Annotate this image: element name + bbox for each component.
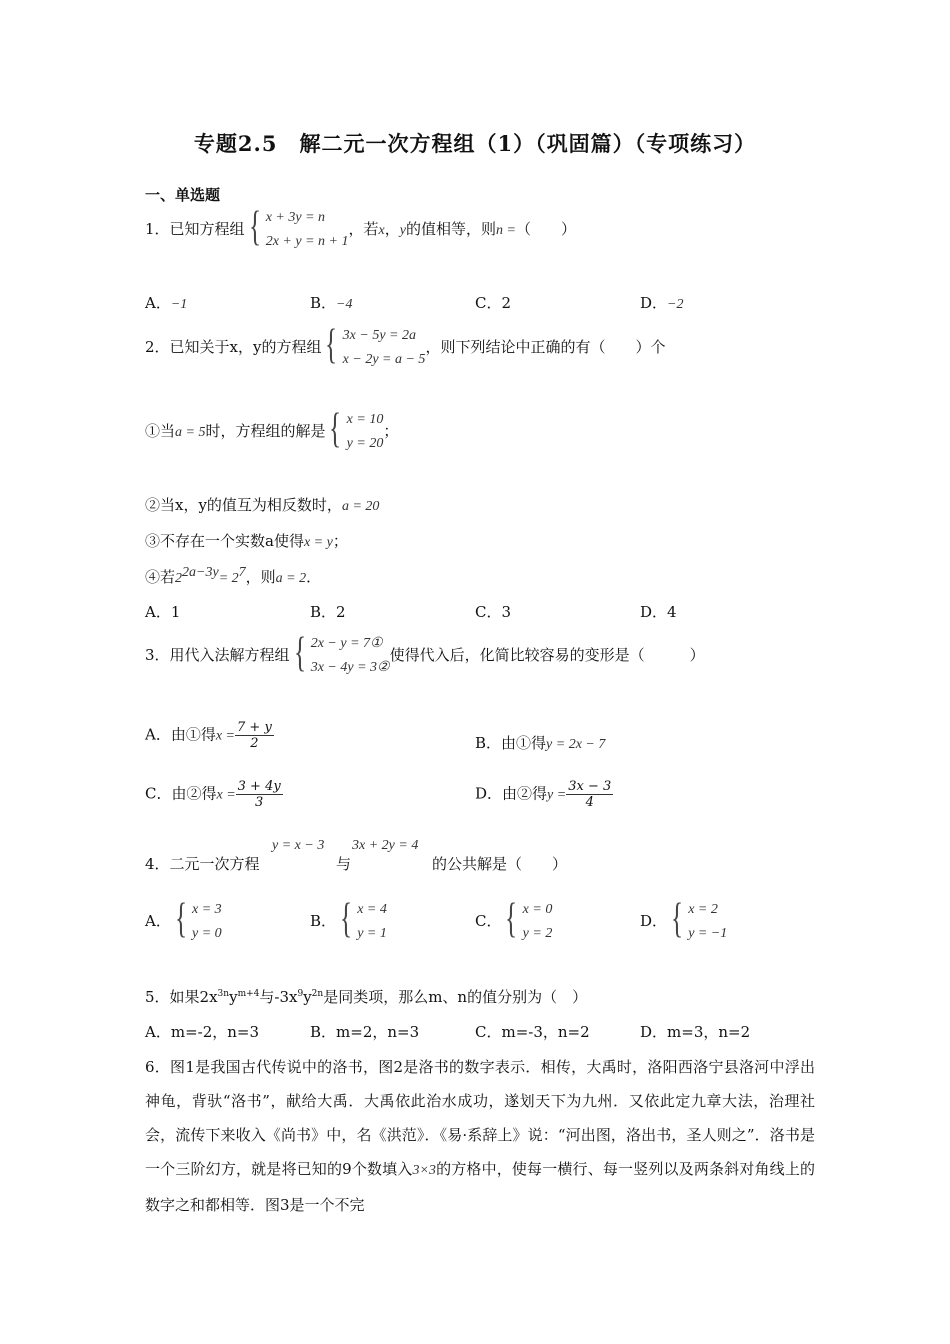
q1-x: x <box>378 223 385 238</box>
q2-statement-1: ①当a = 5时，方程组的解是 { x = 10 y = 20 ； <box>145 406 399 452</box>
question-1 <box>145 206 576 254</box>
q4-option-d: D． { x = 2 y = −1 <box>640 896 728 942</box>
q3-option-a: A．由①得x = $\frac{7 + y}{2}$ <box>145 720 272 751</box>
q2-option-a: A．1 <box>145 603 181 621</box>
question-4-prefix: 4．二元一次方程 <box>145 855 260 873</box>
q2-option-d: D．4 <box>640 603 677 621</box>
q1-option-c: C．2 <box>475 294 512 312</box>
q1-prefix: 1．已知方程组 <box>145 220 245 238</box>
q5-option-d: D．m=3，n=2 <box>640 1023 751 1041</box>
q3-option-d: D．由②得y = $\frac{3x - 3}{4}$ <box>475 779 612 810</box>
q1-y: y <box>399 223 406 238</box>
question-5: 5．如果$2x^{3n}y^{m+4}$与$-3x^9y^{2n}$是同类项，那么m、n的值分别为（ ） <box>145 988 588 1006</box>
q2-option-b: B．2 <box>310 603 346 621</box>
q4-suffix: 的公共解是（ ） <box>432 855 568 873</box>
q1-eq2: 2x + y = n + 1 <box>265 234 349 249</box>
q2-option-c: C．3 <box>475 603 512 621</box>
q2-eq1: 3x − 5y = 2a <box>342 328 416 343</box>
q1-eq1: x + 3y = n <box>265 210 326 225</box>
page-title: 专题2.5 解二元一次方程组（1）（巩固篇）（专项练习） <box>193 131 757 156</box>
q4-option-a: A． { x = 3 y = 0 <box>145 896 222 942</box>
question-3: 3．用代入法解方程组 { 2x − y = 7① 3x − 4y = 3② 使得代入后，化简比较容易的变形是（ ） <box>145 632 705 680</box>
q1-mid: ，若 <box>348 220 379 238</box>
q4-mid: 与 <box>336 855 352 873</box>
q5-option-c: C．m=-3，n=2 <box>475 1023 590 1041</box>
q3-option-b: B．由①得y = 2x − 7 <box>475 734 606 752</box>
q2-system: { 3x − 5y = 2a x − 2y = a − 5 <box>321 324 425 372</box>
q4-option-b: B． { x = 4 y = 1 <box>310 896 387 942</box>
q1-n: n = <box>495 223 516 238</box>
question-6: 6．图1是我国古代传说中的洛书，图2是洛书的数字表示．相传，大禹时，洛阳西洛宁县洛河中浮出神龟，背驮“洛书”，献给大禹．大禹依此治水成功，遂划天下为九州．又依此定九章大法，治理社会，流传下来收入《尚书》中，名《洪范》．《易·系辞上》说：“河出图，洛出书，圣人则之”．洛书是一个三阶幻方，就是将已知的9个数填入3×3的方格中，使每一横行、每一竖列以及两条斜对角线上的数字之和都相等．图3是一个不完 <box>145 1058 815 1214</box>
q3-eq2: 3x − 4y = 3② <box>310 660 390 675</box>
q2-suffix: ，则下列结论中正确的有（ ）个 <box>425 338 666 356</box>
q1-option-b: B．−4 <box>310 294 353 312</box>
q1-system: { x + 3y = n 2x + y = n + 1 <box>245 206 349 254</box>
q1-blank: （ ） <box>515 220 576 238</box>
q2-statement-3: ③不存在一个实数a使得x = y； <box>145 532 348 550</box>
q4-eq2: 3x + 2y = 4 <box>352 838 419 853</box>
q1-sep: ， <box>384 220 400 238</box>
q4-eq1: y = x − 3 <box>272 838 325 853</box>
q3-eq1: 2x − y = 7① <box>310 636 383 651</box>
q2-prefix: 2．已知关于x，y的方程组 <box>145 338 322 356</box>
q4-option-c: C． { x = 0 y = 2 <box>475 896 553 942</box>
q1-option-a: A．−1 <box>145 294 188 312</box>
section-heading: 一、单选题 <box>145 186 221 204</box>
q1-option-d: D．−2 <box>640 294 684 312</box>
q2-statement-4: ④若$2^{2a-3y}= 2^7$，则a = 2． <box>145 565 322 586</box>
q5-option-a: A．m=-2，n=3 <box>145 1023 260 1041</box>
q3-option-c: C．由②得x = $\frac{3 + 4y}{3}$ <box>145 779 281 810</box>
q1-mid2: 的值相等，则 <box>405 220 496 238</box>
q2-eq2: x − 2y = a − 5 <box>342 352 426 367</box>
q2-statement-2: ②当x，y的值互为相反数时，a = 20 <box>145 496 380 514</box>
question-2 <box>145 324 665 372</box>
q5-option-b: B．m=2，n=3 <box>310 1023 420 1041</box>
